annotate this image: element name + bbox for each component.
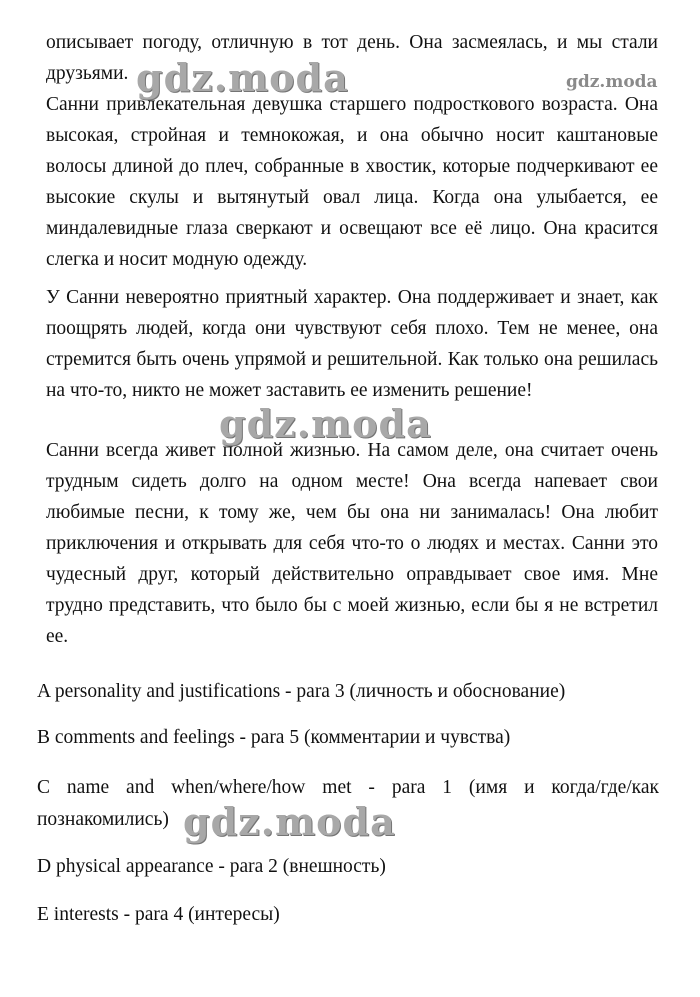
answer-e: E interests - para 4 (интересы) bbox=[37, 904, 280, 925]
answer-d: D physical appearance - para 2 (внешность) bbox=[37, 856, 386, 877]
paragraph-2: Санни привлекательная девушка старшего подросткового возраста. Она высокая, стройная и темнокожая, и она обычно носит каштановые волосы длиной до плеч, собранные в хвостик, которые подчеркивают ее высокие скулы и вытянутый овал лица. Когда она улыбается, ее миндалевидные глаза сверкают и освещают все её лицо. Она красится слегка и носит модную одежду. bbox=[46, 94, 658, 270]
paragraph-1: описывает погоду, отличную в тот день. Она засмеялась, и мы стали друзьями. bbox=[46, 32, 658, 84]
watermark-logo: gdz.moda bbox=[183, 799, 396, 844]
answer-c: C name and when/where/how met - para 1 (имя и когда/где/как познакомились) bbox=[37, 777, 659, 830]
watermark-logo-small: gdz.moda bbox=[566, 72, 658, 92]
answer-b: B comments and feelings - para 5 (комментарии и чувства) bbox=[37, 727, 511, 748]
paragraph-4: Санни всегда живет полной жизнью. На самом деле, она считает очень трудным сидеть долго на одном месте! Она всегда напевает свои любимые песни, к тому же, чем бы она ни занималась! Она любит приключения и открывать для себя что-то о людях и местах. Санни это чудесный друг, который действительно оправдывает свое имя. Мне трудно представить, что было бы с моей жизнью, если бы я не встретил ее. bbox=[46, 440, 658, 647]
paragraph-3: У Санни невероятно приятный характер. Она поддерживает и знает, как поощрять людей, когда они чувствуют себя плохо. Тем не менее, она стремится быть очень упрямой и решительной. Как только она решилась на что-то, никто не может заставить ее изменить решение! bbox=[46, 287, 658, 401]
answer-a: A personality and justifications - para 3 (личность и обоснование) bbox=[37, 681, 566, 702]
watermark-logo: gdz.moda bbox=[136, 55, 349, 100]
watermark-logo: gdz.moda bbox=[219, 401, 432, 446]
